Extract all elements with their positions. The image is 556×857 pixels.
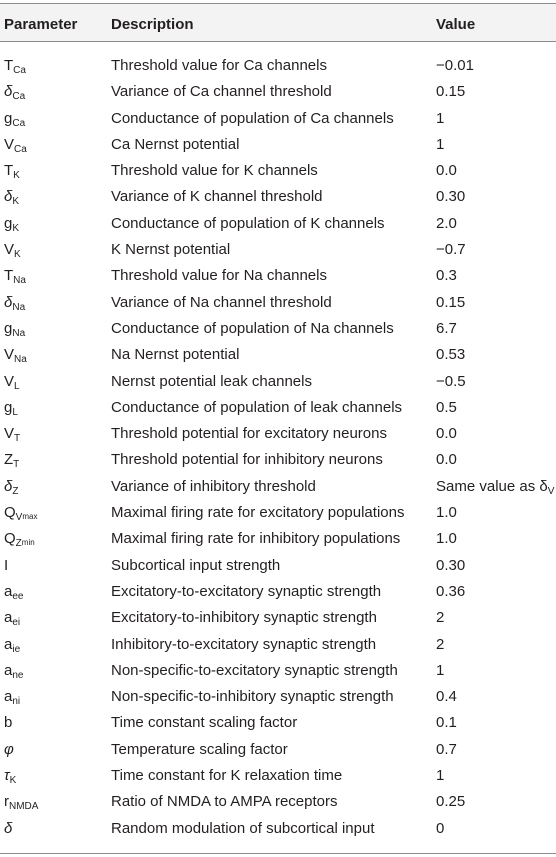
parameter-symbol bbox=[4, 767, 17, 787]
parameter-description: Variance of Na channel threshold bbox=[111, 293, 332, 311]
parameter-description: Conductance of population of K channels bbox=[111, 214, 385, 232]
value-text: 0.0 bbox=[436, 162, 457, 180]
symbol-base: δ bbox=[4, 293, 13, 311]
parameter-symbol bbox=[4, 478, 18, 495]
parameter-value bbox=[436, 451, 457, 468]
table-row bbox=[0, 422, 556, 448]
parameter-symbol bbox=[4, 583, 23, 600]
parameter-description: K Nernst potential bbox=[111, 241, 231, 259]
parameter-symbol bbox=[4, 294, 25, 311]
value-text: 0.25 bbox=[436, 793, 466, 811]
table-row bbox=[0, 606, 556, 632]
value-text: 0.3 bbox=[436, 267, 457, 285]
parameter-value bbox=[436, 714, 457, 731]
parameter-value bbox=[436, 583, 465, 600]
symbol-base: δ bbox=[4, 188, 13, 206]
parameter-description: Maximal firing rate for excitatory populations bbox=[111, 504, 405, 522]
symbol-subscript: Na bbox=[12, 301, 26, 313]
parameter-value bbox=[436, 767, 444, 784]
value-text: 1.0 bbox=[436, 504, 457, 522]
parameter-description: Temperature scaling factor bbox=[111, 740, 288, 758]
symbol-base: Z bbox=[4, 451, 14, 469]
table-row bbox=[0, 107, 556, 133]
parameter-symbol bbox=[4, 662, 23, 679]
table-row bbox=[0, 817, 556, 843]
symbol-base: T bbox=[4, 162, 14, 180]
value-text: 6.7 bbox=[436, 319, 457, 337]
parameter-description: Maximal firing rate for inhibitory populations bbox=[111, 530, 401, 548]
parameter-symbol bbox=[4, 215, 19, 232]
symbol-subscript: ie bbox=[12, 643, 21, 655]
symbol-subscript: K bbox=[9, 775, 17, 787]
parameter-value bbox=[436, 294, 465, 311]
table-row bbox=[0, 554, 556, 580]
symbol-base: Q bbox=[4, 530, 16, 548]
symbol-subscript: Ca bbox=[12, 117, 26, 129]
parameter-value bbox=[436, 820, 444, 837]
table-row bbox=[0, 501, 556, 527]
value-text: 0.5 bbox=[436, 398, 457, 416]
table-row bbox=[0, 790, 556, 816]
symbol-subscript: T bbox=[13, 459, 20, 471]
parameter-value bbox=[436, 557, 465, 574]
value-text: 1.0 bbox=[436, 530, 457, 548]
parameter-value bbox=[436, 399, 457, 416]
table-row bbox=[0, 685, 556, 711]
table-row bbox=[0, 659, 556, 685]
symbol-subscript: Ca bbox=[13, 65, 26, 76]
symbol-base: V bbox=[4, 425, 15, 443]
value-text: 0.1 bbox=[436, 714, 457, 732]
parameter-value bbox=[436, 609, 444, 626]
parameter-symbol bbox=[4, 504, 38, 524]
symbol-subscript: Z bbox=[12, 485, 19, 497]
value-text: 2 bbox=[436, 609, 445, 627]
parameter-value bbox=[436, 793, 465, 810]
parameter-value bbox=[436, 373, 466, 390]
header-description: Description bbox=[111, 16, 194, 33]
parameter-description: Threshold potential for inhibitory neurons bbox=[111, 451, 383, 469]
parameter-symbol bbox=[4, 346, 27, 366]
table-row bbox=[0, 738, 556, 764]
symbol-base: δ bbox=[4, 477, 13, 495]
table-row bbox=[0, 633, 556, 659]
parameter-symbol bbox=[4, 425, 21, 445]
parameter-symbol bbox=[4, 741, 14, 758]
parameter-symbol bbox=[4, 373, 20, 390]
symbol-subscript: K bbox=[13, 170, 20, 182]
parameter-symbol bbox=[4, 609, 21, 629]
value-text: −0.7 bbox=[436, 241, 466, 259]
parameter-value bbox=[436, 741, 457, 758]
parameter-description: Excitatory-to-inhibitory synaptic strength bbox=[111, 609, 377, 627]
symbol-subscript: Na bbox=[13, 275, 26, 287]
symbol-base: a bbox=[4, 635, 13, 653]
value-text: 1 bbox=[436, 767, 445, 785]
symbol-base: T bbox=[4, 267, 14, 285]
table-bottom-rule bbox=[0, 853, 556, 854]
value-text: 1 bbox=[436, 109, 445, 127]
symbol-base: a bbox=[4, 609, 13, 627]
parameter-value bbox=[436, 215, 457, 232]
parameter-symbol bbox=[4, 83, 26, 103]
parameter-description: Threshold value for Na channels bbox=[111, 267, 327, 285]
parameter-symbol bbox=[4, 451, 20, 471]
table-row bbox=[0, 54, 556, 80]
symbol-subscript: Z bbox=[15, 538, 22, 550]
value-text: 0.30 bbox=[436, 556, 466, 574]
table-row bbox=[0, 264, 556, 290]
value-text: 2 bbox=[436, 635, 445, 653]
symbol-subscript: NMDA bbox=[9, 801, 39, 813]
symbol-base: δ bbox=[4, 83, 13, 101]
value-text: 0.30 bbox=[436, 188, 466, 206]
parameter-description: Conductance of population of leak channels bbox=[111, 398, 403, 416]
parameter-description: Ca Nernst potential bbox=[111, 135, 240, 153]
parameter-symbol bbox=[4, 110, 25, 127]
symbol-subscript: Ca bbox=[12, 91, 26, 103]
table-row bbox=[0, 159, 556, 185]
value-text: 2.0 bbox=[436, 214, 457, 232]
parameter-value bbox=[436, 57, 474, 74]
symbol-subscript: K bbox=[14, 249, 21, 261]
symbol-base: g bbox=[4, 319, 13, 337]
table-row bbox=[0, 317, 556, 343]
symbol-subscript: L bbox=[14, 380, 20, 392]
table-row bbox=[0, 475, 556, 501]
table-row bbox=[0, 133, 556, 159]
parameter-value bbox=[436, 267, 457, 284]
symbol-base: V bbox=[4, 346, 15, 364]
parameter-value bbox=[436, 241, 466, 258]
symbol-subscript: L bbox=[12, 406, 18, 418]
table-row bbox=[0, 448, 556, 474]
symbol-subscript: ee bbox=[12, 590, 24, 602]
value-text: 0.7 bbox=[436, 740, 457, 758]
value-text: 0.36 bbox=[436, 582, 466, 600]
parameter-value bbox=[436, 425, 457, 442]
parameter-value bbox=[436, 188, 465, 205]
parameter-value bbox=[436, 530, 457, 547]
parameter-description: Excitatory-to-excitatory synaptic strength bbox=[111, 582, 382, 600]
symbol-base: V bbox=[4, 241, 15, 259]
symbol-base: T bbox=[4, 57, 14, 74]
value-subscript: V bbox=[547, 485, 555, 497]
table-row bbox=[0, 212, 556, 238]
parameter-description: Random modulation of subcortical input bbox=[111, 819, 375, 837]
parameter-symbol bbox=[4, 557, 8, 574]
parameter-symbol bbox=[4, 241, 21, 261]
symbol-base: I bbox=[4, 556, 9, 574]
symbol-subscript: ne bbox=[12, 669, 24, 681]
header-value: Value bbox=[436, 16, 476, 33]
parameter-description: Nernst potential leak channels bbox=[111, 372, 312, 390]
parameter-symbol bbox=[4, 636, 20, 653]
symbol-base: r bbox=[4, 793, 9, 811]
parameter-value bbox=[436, 83, 465, 100]
value-text: 1 bbox=[436, 135, 445, 153]
symbol-base: a bbox=[4, 582, 13, 600]
parameter-symbol bbox=[4, 793, 39, 813]
value-text: 0.4 bbox=[436, 688, 457, 706]
table-row bbox=[0, 764, 556, 790]
parameter-description: Conductance of population of Na channels bbox=[111, 319, 394, 337]
parameter-value bbox=[436, 662, 444, 679]
symbol-base: a bbox=[4, 661, 13, 679]
parameter-description: Threshold value for K channels bbox=[111, 162, 318, 180]
parameter-value bbox=[436, 636, 444, 653]
symbol-base: g bbox=[4, 214, 13, 232]
table-body bbox=[0, 54, 556, 843]
parameter-description: Non-specific-to-inhibitory synaptic strength bbox=[111, 688, 394, 706]
symbol-base: Q bbox=[4, 504, 16, 522]
symbol-sub-subscript: max bbox=[22, 512, 38, 522]
table-row bbox=[0, 80, 556, 106]
symbol-base: φ bbox=[4, 740, 14, 758]
table-row bbox=[0, 343, 556, 369]
value-text: 0 bbox=[436, 819, 445, 837]
header-rule bbox=[0, 41, 556, 42]
symbol-subscript: K bbox=[12, 222, 20, 234]
header-parameter: Parameter bbox=[4, 16, 78, 33]
symbol-base: g bbox=[4, 398, 13, 416]
parameter-value bbox=[436, 162, 457, 179]
table-row bbox=[0, 711, 556, 737]
parameter-symbol bbox=[4, 688, 21, 708]
parameter-symbol bbox=[4, 188, 20, 208]
value-text: −0.01 bbox=[436, 57, 474, 74]
table-row bbox=[0, 527, 556, 553]
parameter-description: Inhibitory-to-excitatory synaptic strength bbox=[111, 635, 377, 653]
parameter-description: Non-specific-to-excitatory synaptic strength bbox=[111, 661, 398, 679]
symbol-base: g bbox=[4, 109, 13, 127]
parameter-value bbox=[436, 478, 554, 495]
symbol-base: V bbox=[4, 135, 15, 153]
value-text: 0.53 bbox=[436, 346, 466, 364]
table-row bbox=[0, 396, 556, 422]
parameter-symbol bbox=[4, 399, 18, 416]
symbol-subscript: V bbox=[15, 512, 23, 524]
table-row bbox=[0, 580, 556, 606]
parameter-symbol bbox=[4, 136, 27, 153]
parameter-symbol bbox=[4, 530, 35, 550]
parameter-description: Variance of inhibitory threshold bbox=[111, 477, 316, 495]
symbol-subscript: ni bbox=[12, 696, 21, 708]
parameter-description: Ratio of NMDA to AMPA receptors bbox=[111, 793, 338, 811]
parameter-description: Time constant scaling factor bbox=[111, 714, 298, 732]
value-text: −0.5 bbox=[436, 372, 466, 390]
parameter-description: Na Nernst potential bbox=[111, 346, 240, 364]
parameter-symbol bbox=[4, 267, 26, 287]
symbol-subscript: Na bbox=[12, 327, 26, 339]
table-row bbox=[0, 185, 556, 211]
parameter-symbol bbox=[4, 57, 26, 74]
value-text: 0.15 bbox=[436, 83, 466, 101]
symbol-subscript: ei bbox=[12, 617, 21, 629]
parameter-symbol bbox=[4, 320, 25, 337]
parameter-value bbox=[436, 504, 457, 521]
table-row bbox=[0, 238, 556, 264]
parameter-description: Variance of K channel threshold bbox=[111, 188, 323, 206]
parameter-symbol bbox=[4, 714, 12, 731]
symbol-subscript: Na bbox=[14, 354, 27, 366]
parameter-symbol bbox=[4, 162, 20, 182]
table-header bbox=[0, 4, 556, 41]
symbol-subscript: K bbox=[12, 196, 20, 208]
parameter-value bbox=[436, 346, 465, 363]
symbol-base: τ bbox=[4, 767, 10, 785]
parameter-description: Conductance of population of Ca channels bbox=[111, 109, 394, 127]
parameter-description: Threshold value for Ca channels bbox=[111, 57, 327, 74]
parameter-description: Time constant for K relaxation time bbox=[111, 767, 343, 785]
symbol-sub-subscript: min bbox=[21, 538, 35, 548]
table-row bbox=[0, 370, 556, 396]
value-text: 0.0 bbox=[436, 425, 457, 443]
parameter-symbol bbox=[4, 820, 12, 837]
table-row bbox=[0, 291, 556, 317]
parameter-description: Subcortical input strength bbox=[111, 556, 281, 574]
symbol-base: V bbox=[4, 372, 15, 390]
parameter-value bbox=[436, 110, 444, 127]
symbol-subscript: T bbox=[14, 433, 21, 445]
value-text: 0.15 bbox=[436, 293, 466, 311]
value-text: 0.0 bbox=[436, 451, 457, 469]
parameter-value bbox=[436, 136, 444, 153]
symbol-base: δ bbox=[4, 819, 13, 837]
value-text: Same value as δ bbox=[436, 477, 548, 495]
parameter-description: Threshold potential for excitatory neurons bbox=[111, 425, 387, 443]
symbol-base: b bbox=[4, 714, 13, 732]
value-text: 1 bbox=[436, 661, 445, 679]
symbol-subscript: Ca bbox=[14, 143, 27, 155]
symbol-base: a bbox=[4, 688, 13, 706]
parameter-value bbox=[436, 320, 457, 337]
parameter-description: Variance of Ca channel threshold bbox=[111, 83, 332, 101]
parameter-value bbox=[436, 688, 457, 705]
